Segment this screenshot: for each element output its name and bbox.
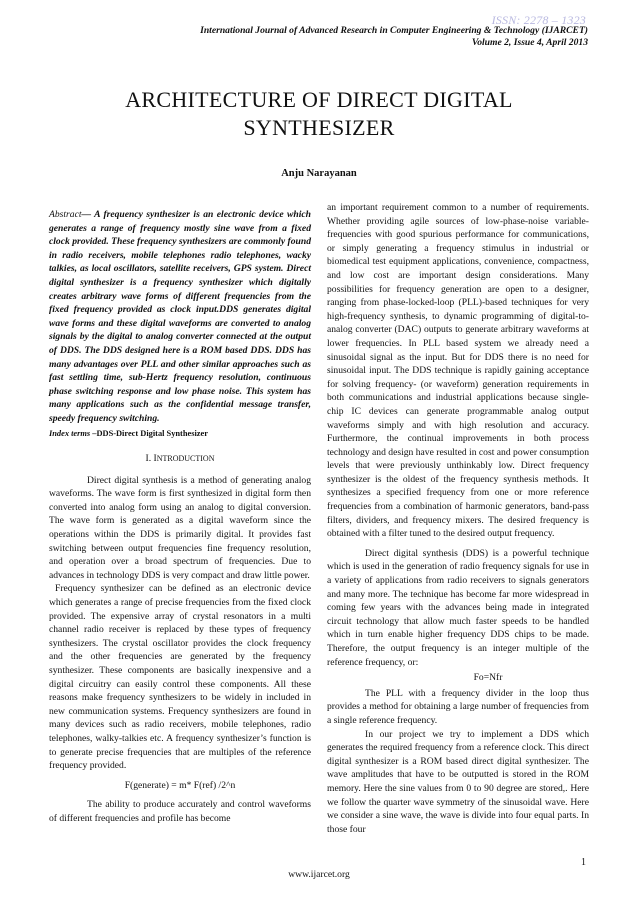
index-terms — [49, 427, 311, 441]
left-column — [49, 208, 311, 826]
title-line-2: SYNTHESIZER — [243, 115, 395, 140]
section-heading — [49, 452, 311, 466]
issn-header: ISSN: 2278 – 1323 — [491, 13, 586, 27]
index-terms-label: Index terms — [49, 428, 91, 438]
intro-paragraph-2: Frequency synthesizer can be defined as an electronic device which generates a range of precise frequencies from the fixed clock provided. The expensive array of crystal resonators in a multi channel radio receiver is replaced by these types of frequency synthesizers. The crystal oscillator provides the clock frequency and the other frequencies are generated by the frequency synthesizer. These components are basically inexpensive and a digital circuitry can easily control these components. All these reasons make frequency synthesizers to be widely in included in new communication systems. Frequency synthesizers are found in many devices such as radio receivers, mobile telephones, radio telephones, walky-talkies etc. A frequency synthesizer’s function is to generate precise frequencies that are multiples of the reference frequency provided. — [49, 583, 311, 772]
intro-paragraph-3: The ability to produce accurately and control waveforms of different frequencies and profile has become — [49, 799, 311, 824]
author-name: Anju Narayanan — [281, 168, 357, 179]
right-paragraph-2: Direct digital synthesis (DDS) is a powerful technique which is used in the generation of radio frequency signals for use in a variety of applications from radio receivers to signals generators and many more. The technique has become far more widespread in coming few years with the advances being made in integrated circuit technology that allow much faster speeds to be handled which in turn enable higher frequency DDS chips to be made. Therefore, the output frequency is an integer multiple of the reference frequency, or: — [327, 547, 589, 668]
abstract — [49, 208, 311, 426]
title-line-1: ARCHITECTURE OF DIRECT DIGITAL — [125, 87, 513, 112]
index-terms-text: –DDS-Direct Digital Synthesizer — [90, 428, 208, 438]
right-paragraph-4: In our project we try to implement a DDS which generates the required frequency from a reference clock. This direct digital synthesizer is a ROM based direct digital synthesizer. The wave amplitudes that have to be outputted is stored in the ROM memory. Here the sine values from 0 to 90 degree are stored,. Here we follow the quarter wave symmetry of the sinusoidal wave. Here we consider a sine wave, the wave is divide into four equal parts. In those four — [327, 728, 589, 835]
intro-paragraph-1: Direct digital synthesis is a method of generating analog waveforms. The wave form is first synthesized in digital form then converted into analog form using an analog to digital conversion. The wave form is generated as a digital waveform since the operations within the DDS is primarily digital. It provides fast switching between output frequencies fine frequency resolution, and operation over a broad spectrum of frequencies. Due to advances in technology DDS is very compact and draw little power. — [49, 474, 311, 581]
footer-website: www.ijarcet.org — [288, 869, 350, 880]
right-paragraph-1: an important requirement common to a number of requirements. Whether providing agile sources of low-phase-noise variable-frequencies with good spurious performance for communications, or simply generating a frequency stimulus in industrial or biomedical test equipment applications, convenience, compactness, and low cost are important design considerations. Many possibilities for frequency generation are open to a designer, ranging from phase-locked-loop (PLL)-based techniques for very high-frequency synthesis, to dynamic programming of digital-to-analog converter (DAC) outputs to generate arbitrary waveforms at lower frequencies. In PLL based system we already need a sinusoidal signal as the input. But for DDS there is no need for sinusoidal input. The DDS technique is rapidly gaining acceptance for solving frequency- (or waveform) generation requirements in both communications and industrial applications because single-chip IC devices can generate programmable analog output waveforms simply and with high resolution and accuracy. Furthermore, the continual improvements in both process technology and design have resulted in cost and power consumption levels that were previously unthinkably low. Direct frequency synthesizer is the oldest of the frequency synthesis methods. It synthesizes a specified frequency from one or more reference frequencies from a combination of harmonic generators, band-pass filters, dividers, and frequency mixers. The desired frequency is obtained with a filter tuned to the desired output frequency. — [327, 202, 589, 540]
abstract-label: Abstract — [49, 209, 82, 220]
equation-frequency: F(generate) = m* F(ref) /2^n — [124, 779, 236, 791]
right-paragraph-3: The PLL with a frequency divider in the loop thus provides a method for obtaining a large number of frequencies from a single reference frequency. — [327, 687, 589, 726]
section-title-rest: NTRODUCTION — [156, 454, 215, 464]
journal-name: International Journal of Advanced Research in Computer Engineering & Technology (IJARCET) — [200, 25, 588, 36]
section-number: I. — [145, 453, 152, 465]
journal-header — [200, 25, 588, 49]
page-number: 1 — [581, 857, 586, 868]
equation-fo: Fo=Nfr — [473, 672, 503, 684]
section-title-first: I — [153, 453, 157, 465]
abstract-text: — A frequency synthesizer is an electronic device which generates a range of frequency mostly sine wave from a fixed clock provided. These frequency synthesizers are commonly found in radio receivers, mobile telephones radio telephones, wacky talkies, as local oscillators, satellite receivers, GPS system. Direct digital synthesizer is a frequency synthesizer which digitally creates arbitrary wave forms of different frequencies from the fixed frequency provided as clock input.DDS generates digital wave forms and these digital waveforms are converted to analog signals by the digital to analog converter connected at the output of DDS. The DDS designed here is a ROM based DDS. DDS has many advantages over PLL and other similar approaches such as fast settling time, sub-Hertz frequency resolution, continuous phase switching response and low phase noise. This system has many applications such as the confidential message transfer, speedy frequency switching. — [49, 209, 311, 424]
right-column — [327, 201, 589, 836]
paper-title — [0, 86, 638, 142]
journal-volume: Volume 2, Issue 4, April 2013 — [471, 37, 588, 48]
